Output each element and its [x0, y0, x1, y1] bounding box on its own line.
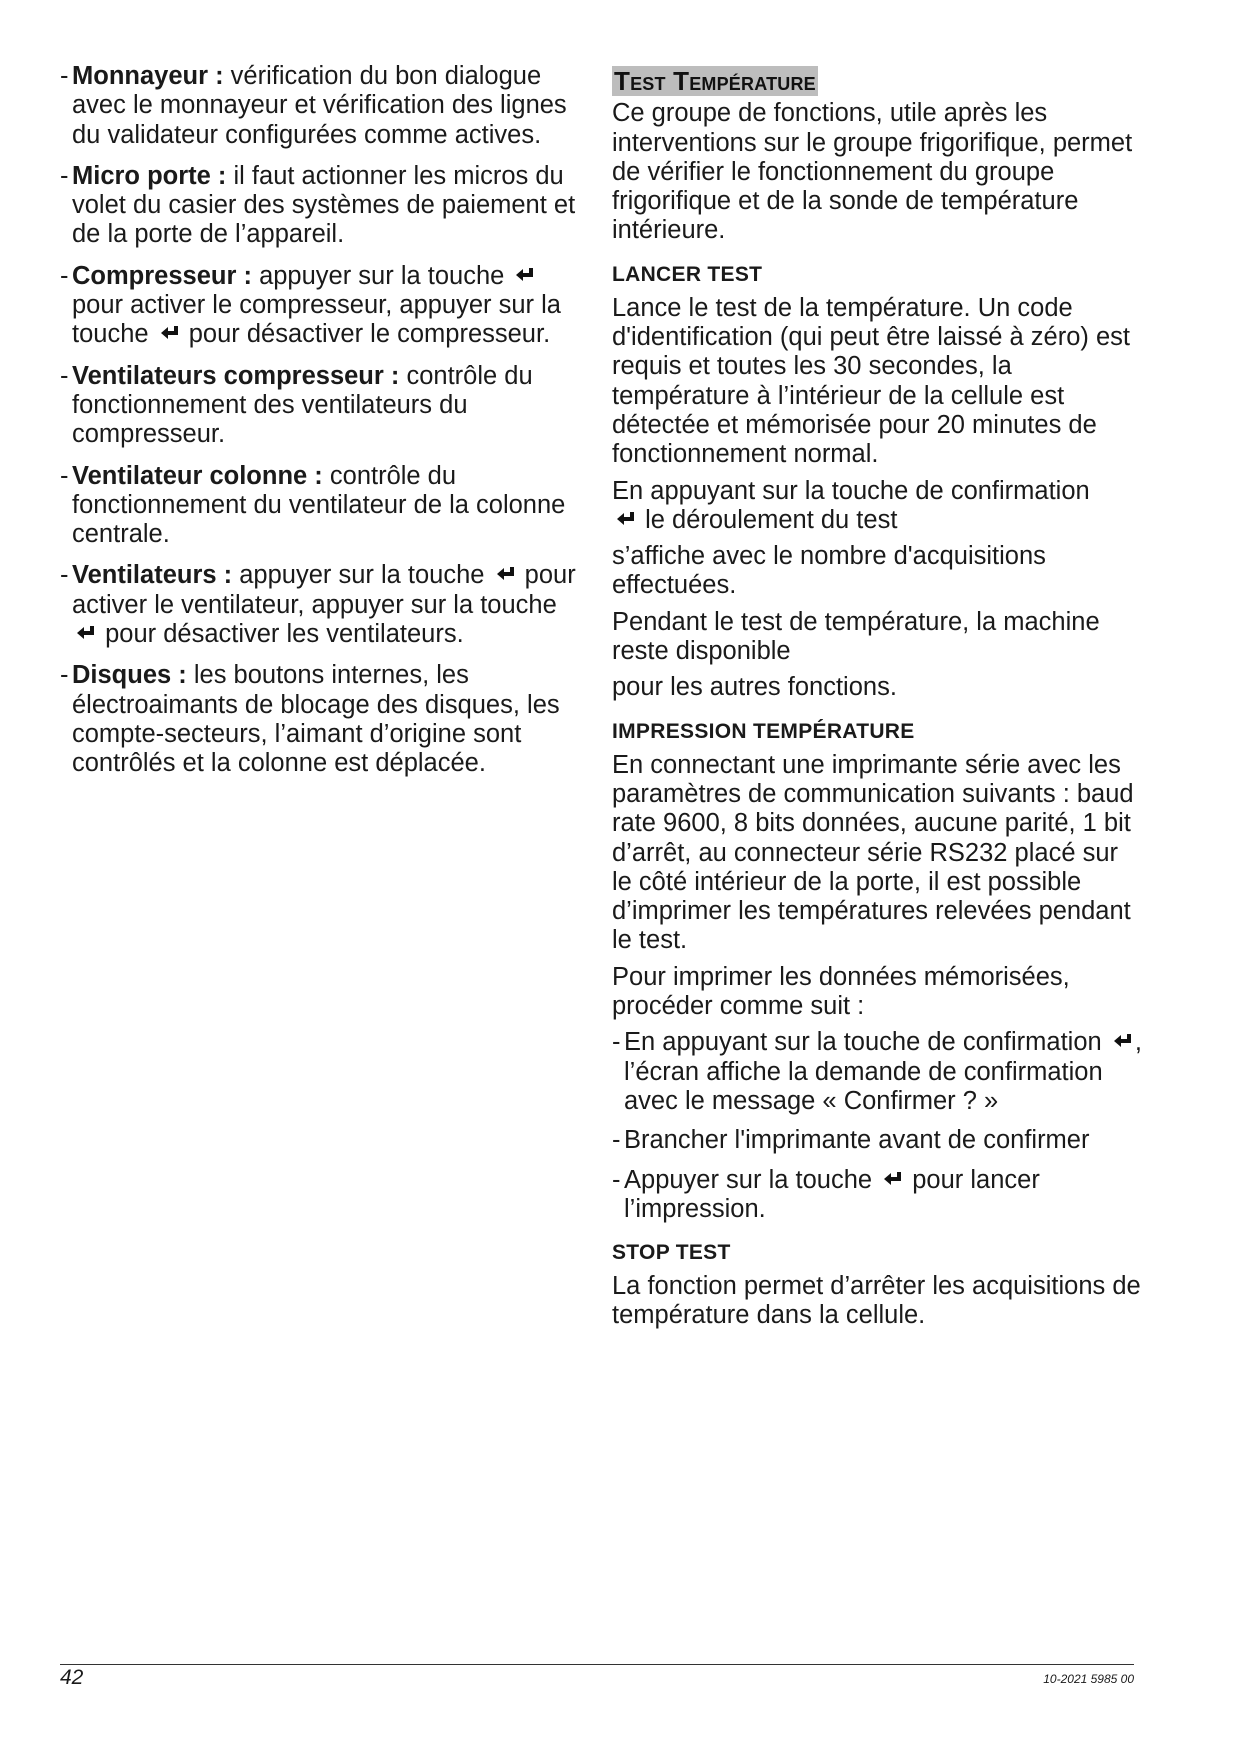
- intro-paragraph: Ce groupe de fonctions, utile après les interventions sur le groupe frigorifique, permet de vérifier le fonctionnement du groupe frigorifique et de la sonde de température intérieure.: [612, 99, 1133, 245]
- enter-key-icon: [614, 510, 636, 530]
- footer-divider: [60, 1664, 1134, 1665]
- term: Micro porte :: [72, 161, 227, 190]
- subsection-title-impression: IMPRESSION TEMPÉRATURE: [612, 719, 915, 743]
- description: contrôle du fonctionnement du ventilateur de la colonne centrale.: [72, 461, 566, 549]
- term: Ventilateurs compresseur :: [72, 361, 400, 390]
- term: Ventilateur colonne :: [72, 461, 323, 490]
- page-number: 42: [60, 1666, 84, 1689]
- term: Monnayeur :: [72, 62, 224, 90]
- list-item-disques: - Disques : les boutons internes, les électroaimants de blocage des disques, les compte-secteurs, l’aimant d’origine sont contrôlés et la colonne est déplacée.: [60, 661, 560, 778]
- subsection-title-lancer-test: LANCER TEST: [612, 262, 763, 286]
- term: Disques :: [72, 661, 187, 690]
- term: Compresseur :: [72, 261, 252, 290]
- step-item: - En appuyant sur la touche de confirmation , l’écran affiche la demande de confirmation avec le message « Confirmer ? »: [612, 1028, 1142, 1115]
- paragraph: En connectant une imprimante série avec les paramètres de communication suivants : baud rate 9600, 8 bits données, aucune parité, 1 bit d’arrêt, au connecteur série RS232 placé sur le côté intérieur de la porte, il est possible d’imprimer les températures relevées pendant le test.: [612, 750, 1134, 955]
- subsection-title-stop-test: STOP TEST: [612, 1241, 731, 1265]
- description: les boutons internes, les électroaimants de blocage des disques, les compte-secteurs, l’aimant d’origine sont contrôlés et la colonne est déplacée.: [72, 661, 560, 778]
- enter-key-icon: [494, 565, 516, 585]
- left-column: [60, 62, 588, 791]
- paragraph: s’affiche avec le nombre d'acquisitions effectuées.: [612, 542, 1046, 600]
- paragraph: Pendant le test de température, la machine reste disponible: [612, 607, 1100, 666]
- list-item-micro-porte: - Micro porte : il faut actionner les micros du volet du casier des systèmes de paiement et de la porte de l’appareil.: [60, 161, 576, 249]
- enter-key-icon: [881, 1170, 903, 1190]
- description: contrôle du fonctionnement des ventilateurs du compresseur.: [72, 361, 533, 449]
- right-column: [612, 66, 1142, 1338]
- section-title: Test Température: [614, 66, 816, 96]
- step-item: - Appuyer sur la touche pour lancer l’impression.: [612, 1165, 1040, 1223]
- list-item-monnayeur: - Monnayeur : vérification du bon dialogue avec le monnayeur et vérification des lignes du validateur configurées comme actives.: [60, 62, 567, 149]
- enter-key-icon: [513, 266, 535, 286]
- term: Ventilateurs :: [72, 561, 233, 590]
- paragraph: Pour imprimer les données mémorisées, procéder comme suit :: [612, 962, 1070, 1021]
- list-item-ventilateurs: - Ventilateurs : appuyer sur la touche pour activer le ventilateur, appuyer sur la touche pour désactiver les ventilateurs.: [60, 561, 576, 649]
- step-item: - Brancher l'imprimante avant de confirmer: [612, 1126, 1090, 1155]
- paragraph: Lance le test de la température. Un code d'identification (qui peut être laissé à zéro) est requis et toutes les 30 secondes, la température à l’intérieur de la cellule est détectée et mémorisée pour 20 minutes de fonctionnement normal.: [612, 293, 1130, 469]
- enter-key-icon: [158, 324, 180, 344]
- list-item-ventilateurs-compresseur: - Ventilateurs compresseur : contrôle du fonctionnement des ventilateurs du compresseur.: [60, 361, 533, 449]
- enter-key-icon: [74, 624, 96, 644]
- paragraph: pour les autres fonctions.: [612, 673, 897, 702]
- list-item-ventilateur-colonne: - Ventilateur colonne : contrôle du fonctionnement du ventilateur de la colonne centrale.: [60, 461, 566, 549]
- enter-key-icon: [1111, 1032, 1133, 1052]
- description: vérification du bon dialogue avec le monnayeur et vérification des lignes du validateur configurées comme actives.: [72, 62, 567, 149]
- paragraph: La fonction permet d’arrêter les acquisitions de température dans la cellule.: [612, 1272, 1141, 1330]
- document-reference: 10-2021 5985 00: [1043, 1672, 1134, 1686]
- paragraph: En appuyant sur la touche de confirmation le déroulement du test: [612, 476, 1090, 534]
- list-item-compresseur: - Compresseur : appuyer sur la touche pour activer le compresseur, appuyer sur la touche pour désactiver le compresseur.: [60, 261, 561, 349]
- description: il faut actionner les micros du volet du casier des systèmes de paiement et de la porte de l’appareil.: [72, 161, 576, 249]
